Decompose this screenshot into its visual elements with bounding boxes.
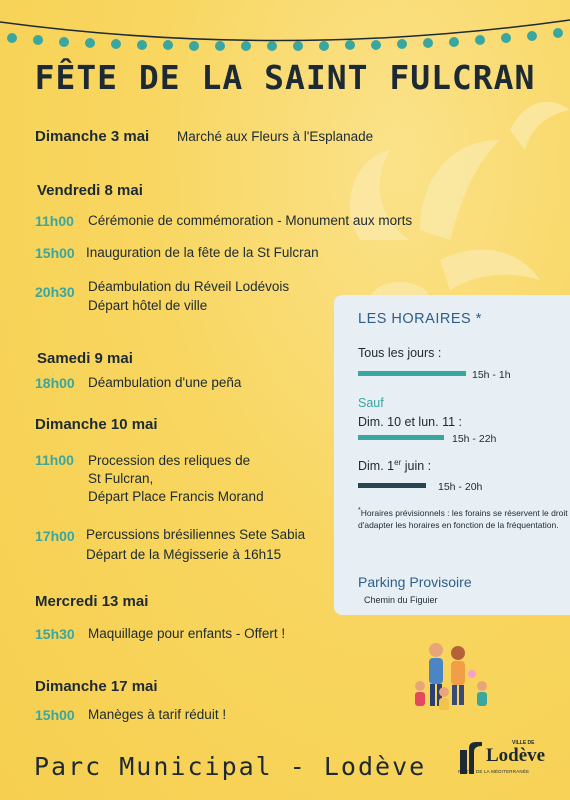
event-time: 15h00 bbox=[35, 707, 75, 723]
logo-tagline: PORTE DE LA MÉDITERRANÉE bbox=[458, 769, 530, 774]
event-text: Départ Place Francis Morand bbox=[88, 489, 264, 504]
event-text: Percussions brésiliennes Sete Sabia bbox=[86, 527, 306, 542]
event-text: Départ de la Mégisserie à 16h15 bbox=[86, 547, 282, 562]
day-heading: Dimanche 3 mai bbox=[35, 128, 150, 145]
string-lights-decoration bbox=[0, 0, 570, 60]
day-heading: Mercredi 13 mai bbox=[35, 593, 149, 610]
event-time: 17h00 bbox=[35, 528, 75, 544]
logo-name: Lodève bbox=[486, 745, 546, 766]
parking-address: Chemin du Figuier bbox=[364, 595, 438, 605]
horaires-hours: 15h - 22h bbox=[452, 433, 497, 445]
event-text: Déambulation du Réveil Lodévois bbox=[88, 279, 290, 294]
event-time: 20h30 bbox=[35, 284, 75, 300]
horaires-sauf: Sauf bbox=[358, 396, 384, 410]
event-time: 15h00 bbox=[35, 245, 75, 261]
day-heading: Dimanche 17 mai bbox=[35, 678, 158, 695]
horaires-label: Tous les jours : bbox=[358, 346, 442, 360]
event-time: 11h00 bbox=[35, 452, 74, 468]
horaires-bar bbox=[358, 483, 426, 488]
event-text: Départ hôtel de ville bbox=[88, 298, 208, 313]
parking-title: Parking Provisoire bbox=[358, 574, 472, 590]
event-text: St Fulcran, bbox=[88, 471, 154, 486]
horaires-hours: 15h - 1h bbox=[472, 369, 511, 381]
horaires-bar bbox=[358, 435, 444, 440]
logo-ville-de: VILLE DE bbox=[512, 740, 535, 746]
event-text: Inauguration de la fête de la St Fulcran bbox=[86, 245, 319, 260]
horaires-bar bbox=[358, 371, 466, 376]
page-title: FÊTE DE LA SAINT FULCRAN bbox=[34, 58, 536, 97]
event-text: Cérémonie de commémoration - Monument aux morts bbox=[88, 213, 413, 228]
day-heading: Samedi 9 mai bbox=[37, 350, 133, 367]
horaires-hours: 15h - 20h bbox=[438, 481, 483, 493]
event-text: Procession des reliques de bbox=[88, 453, 251, 468]
event-time: 11h00 bbox=[35, 213, 74, 229]
event-text: Manèges à tarif réduit ! bbox=[88, 707, 227, 722]
day-heading: Dimanche 10 mai bbox=[35, 416, 158, 433]
footer-location: Parc Municipal - Lodève bbox=[34, 752, 427, 781]
day-heading: Vendredi 8 mai bbox=[37, 182, 143, 199]
horaires-label: Dim. 10 et lun. 11 : bbox=[358, 415, 462, 429]
family-illustration bbox=[400, 640, 500, 715]
horaires-label: Dim. 1er juin : bbox=[358, 458, 432, 474]
event-time: 18h00 bbox=[35, 375, 75, 391]
event-text: Maquillage pour enfants - Offert ! bbox=[88, 626, 286, 641]
horaires-panel bbox=[334, 295, 570, 615]
ville-lodeve-logo bbox=[458, 740, 548, 780]
horaires-note: *Horaires prévisionnels : les forains se réservent le droit d'adapter les horaires en fonction de la fréquentation. bbox=[358, 507, 568, 530]
horaires-title: LES HORAIRES * bbox=[358, 311, 482, 327]
event-text: Déambulation d'une peña bbox=[88, 375, 242, 390]
event-text: Marché aux Fleurs à l'Esplanade bbox=[177, 129, 374, 144]
event-time: 15h30 bbox=[35, 626, 75, 642]
